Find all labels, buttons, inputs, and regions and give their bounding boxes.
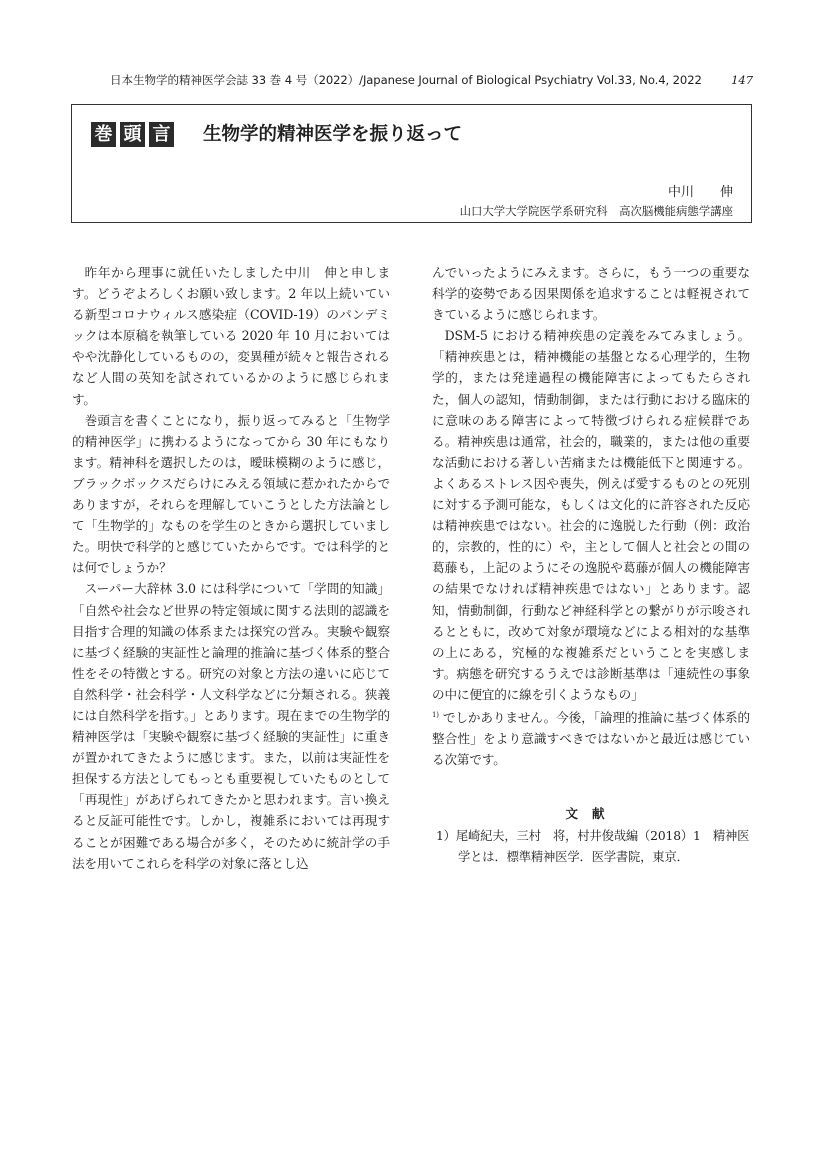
footnote-mark: 1) — [432, 710, 439, 719]
body-right-column — [432, 262, 750, 770]
article-type-tag — [91, 122, 174, 147]
title-box — [71, 104, 752, 223]
body-left-column — [72, 262, 390, 874]
references-heading: 文献 — [565, 806, 619, 821]
tag-char: 頭 — [120, 122, 145, 147]
paragraph: んでいったようにみえます。さらに，もう一つの重要な科学的姿勢である因果関係を追求することは軽視されてきているように感じられます。 — [432, 265, 750, 323]
author-name: 中川 伸 — [667, 185, 733, 200]
tag-char: 言 — [149, 122, 174, 147]
paragraph: スーパー大辞林 3.0 には科学について「学問的知識」「自然や社会など世界の特定領域に関する法則的認識を目指す合理的知識の体系または探究の営み。実験や観察に基づく経験的実証性と論理的推論に基づく体系的整合性をその特徴とする。研究の対象と方法の違いに応じて自然科学・社会科学・人文科学などに分類される。狭義には自然科学を指す。」とあります。現在までの生物学的精神医学は「実験や観察に基づく経験的実証性」に重きが置かれてきたように感じます。また，以前は実証性を担保する方法としてもっとも重要視していたものとして「再現性」があげられてきたかと思われます。言い換えると反証可能性です。しかし，複雑系においては再現することが困難である場合が多く，そのために統計学の手法を用いてこれらを科学の対象に落とし込 — [72, 581, 390, 871]
paragraph — [432, 705, 750, 770]
reference-item: 1）尾崎紀夫，三村 将，村井俊哉編（2018）1 精神医学とは．標準精神医学．医学書院，東京． — [436, 829, 750, 864]
tag-char: 巻 — [91, 122, 116, 147]
article-title: 生物学的精神医学を振り返って — [203, 124, 463, 145]
page-number: 147 — [731, 73, 753, 87]
reference-list — [436, 826, 754, 868]
paragraph: 巻頭言を書くことになり，振り返ってみると「生物学的精神医学」に携わるようになってから 30 年にもなります。精神科を選択したのは，曖昧模糊のように感じ，ブラックボックスだらけにみえる領域に惹かれたからでありますが，それらを理解していこうとした方法論として「生物学的」なものを学生のときから選択していました。明快で科学的と感じていたからです。では科学的とは何でしょうか？ — [72, 412, 390, 576]
paragraph: 昨年から理事に就任いたしました中川 伸と申します。どうぞよろしくお願い致します。2 年以上続いている新型コロナウィルス感染症（COVID-19）のパンデミックは本原稿を執筆している 2020 年 10 月においてはやや沈静化しているものの，変異種が続々と報告されるなど人間の英知を試されているかのように感じられます。 — [72, 265, 390, 407]
journal-citation: 日本生物学的精神医学会誌 33 巻 4 号（2022）/Japanese Journal of Biological Psychiatry Vol.33, No.4, 2022 — [110, 73, 702, 87]
paragraph: DSM-5 における精神疾患の定義をみてみましょう。「精神疾患とは，精神機能の基盤となる心理学的，生物学的，または発達過程の機能障害によってもたらされた，個人の認知，情動制御，または行動における臨床的に意味のある障害によって特徴づけられる症候群である。精神疾患は通常，社会的，職業的，または他の重要な活動における著しい苦痛または機能低下と関連する。よくあるストレス因や喪失，例えば愛するものとの死別に対する予測可能な，もしくは文化的に許容された反応は精神疾患ではない。社会的に逸脱した行動（例：政治的，宗教的，性的に）や，主として個人と社会との間の葛藤も，上記のようにその逸脱や葛藤が個人の機能障害の結果でなければ精神疾患ではない」とあります。認知，情動制御，行動など神経科学との繋がりが示唆されるとともに，改めて対象が環境などによる相対的な基準の上にある，究極的な複雑系だということを実感します。病態を研究するうえでは診断基準は「連続性の事象の中に便宜的に線を引くようなもの」 — [432, 328, 750, 702]
author-affiliation: 山口大学大学院医学系研究科 高次脳機能病態学講座 — [459, 204, 733, 218]
paragraph-text: でしかありません。今後，「論理的推論に基づく体系的整合性」をより意識すべきではないかと最近は感じている次第です。 — [432, 710, 750, 768]
running-header — [110, 72, 753, 88]
